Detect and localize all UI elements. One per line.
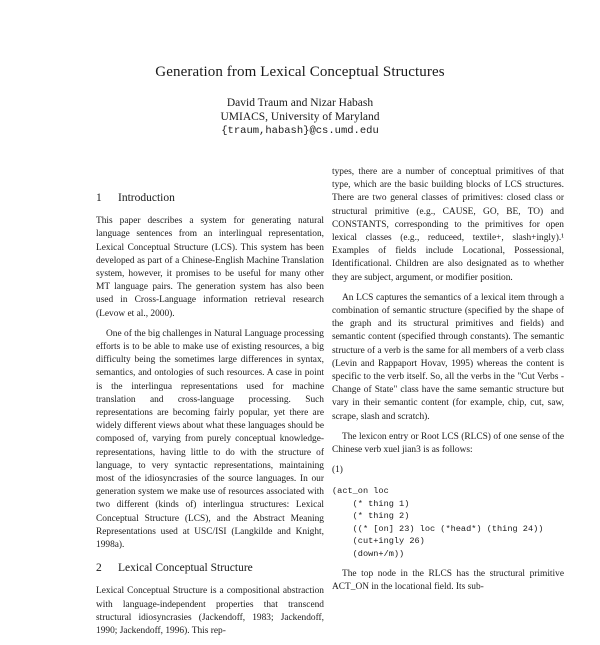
paragraph: types, there are a number of conceptual primitives of that type, which are the basic building blocks of LCS structures. There are two general classes of primitives: closed class or structural primitive (e.g., CAUSE, GO, BE, TO) and CONSTANTS, corresponding to the primitives for open lexical classes (e.g., reduceed, textile+, slash+ingly).¹ Examples of fields include Locational, Possessional, Identificational. Children are also designated as to whether they are subject, argument, or modifier position. (332, 167, 564, 283)
section-number: 2 (96, 562, 102, 575)
paragraph: An LCS captures the semantics of a lexical item through a combination of semantic structure (specified by the shape of the graph and its structural primitives and fields) and semantic content (specified through constants). The semantic structure of a verb is the same for all members of a verb class (Levin and Rappaport Hovav, 1995) whereas the content is specific to the verb itself. So, all the verbs in the "Cut Verbs - Change of State" class have the same semantic structure but vary in their semantic content (for example, chip, cut, saw, scrape, slash and scratch). (332, 292, 564, 422)
paragraph: One of the big challenges in Natural Language processing efforts is to be able to make use of existing resources, a big difficulty being the sometimes large differences in syntax, semantics, and ontologies of such resources. A case in point is the interlingua representations used for machine translation and cross-language processing. Such representations are becoming fairly popular, yet there are widely different views about what these languages should be composed of, varying from purely conceptual knowledge-representations, having little to do with the structure of language, to very syntactic representations, maintaining most of the idiosyncrasies of the source languages. In our generation system we make use of resources associated with two different (kinds of) interlingua structures: Lexical Conceptual Structure (LCS), and the Abstract Meaning Representations used at USC/ISI (Langkilde and Knight, 1998a). (96, 328, 324, 551)
rlcs-code-example: (act_on loc (* thing 1) (* thing 2) ((* [on] 23) loc (*head*) (thing 24)) (cut+ingly 26) (down+/m)) (332, 486, 544, 559)
paragraph: This paper describes a system for generating natural language sentences from an interlingual representation, Lexical Conceptual Structure (LCS). This system has been developed as part of a Chinese-English Machine Translation system, however, it promises to be useful for many other MT language pairs. The generation system has also been used in Cross-Language information retrieval research (Levow et al., 2000). (96, 216, 324, 319)
section-heading-introduction (96, 192, 324, 205)
section-title: Introduction (118, 192, 175, 204)
paragraph: The lexicon entry or Root LCS (RLCS) of one sense of the Chinese verb xuel jian3 is as follows: (332, 431, 564, 456)
right-column (332, 166, 564, 601)
author-names: David Traum and Nizar Habash (226, 97, 374, 109)
author-block (0, 96, 600, 138)
author-affiliation: UMIACS, University of Maryland (220, 111, 380, 123)
author-email: {traum,habash}@cs.umd.edu (221, 125, 379, 137)
example-label: (1) (332, 465, 343, 476)
left-column (96, 192, 324, 645)
paper-title: Generation from Lexical Conceptual Structures (155, 64, 445, 80)
paragraph: The top node in the RLCS has the structural primitive ACT_ON in the locational field. Its sub- (332, 568, 564, 593)
section-title: Lexical Conceptual Structure (118, 562, 253, 575)
paragraph: Lexical Conceptual Structure is a compositional abstraction with language-independent properties that transcend structural idiosyncrasies (Jackendoff, 1983; Jackendoff, 1990; Jackendoff, 1996). This rep- (96, 586, 324, 637)
section-heading-lcs (96, 562, 324, 575)
section-number: 1 (96, 192, 102, 204)
